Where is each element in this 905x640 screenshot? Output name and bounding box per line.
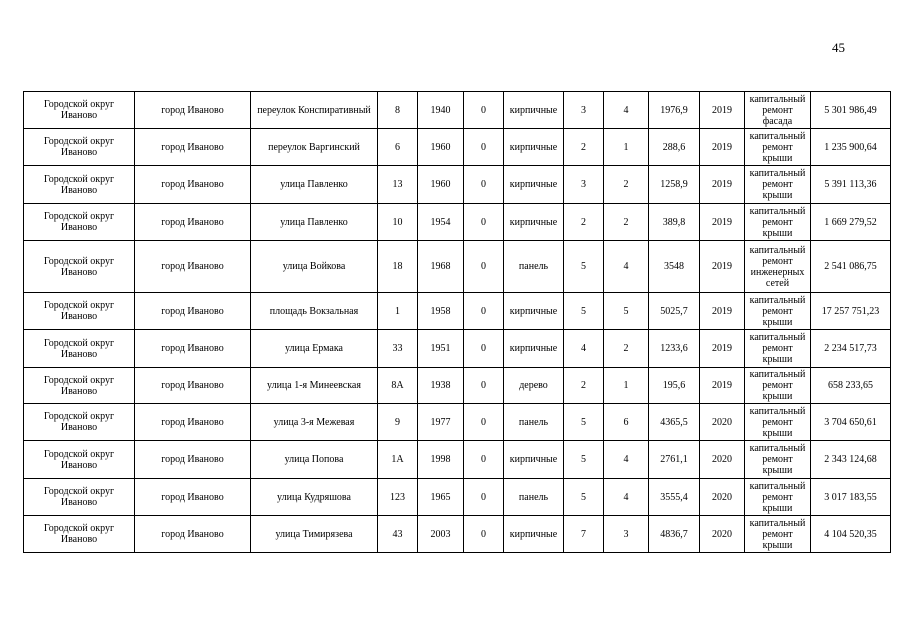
cell-house-number: 8 <box>378 92 418 129</box>
table-row <box>24 293 891 330</box>
cell-wall-material: кирпичные <box>504 204 564 241</box>
cell-floors: 2 <box>564 204 604 241</box>
cell-street: улица 1-я Минеевская <box>251 368 378 404</box>
cell-year-built: 2003 <box>418 516 464 553</box>
cell-street: переулок Конспиративный <box>251 92 378 129</box>
cell-zero-value: 0 <box>464 166 504 204</box>
cell-work-type: капитальный ремонт крыши <box>745 441 811 479</box>
cell-locality: город Иваново <box>135 479 251 516</box>
cell-entrances: 6 <box>604 404 649 441</box>
cell-street: улица Павленко <box>251 166 378 204</box>
cell-work-type: капитальный ремонт крыши <box>745 404 811 441</box>
cell-floors: 4 <box>564 330 604 368</box>
cell-area: 288,6 <box>649 129 700 166</box>
cell-work-type: капитальный ремонт крыши <box>745 293 811 330</box>
cell-entrances: 4 <box>604 92 649 129</box>
cell-zero-value: 0 <box>464 516 504 553</box>
cell-entrances: 1 <box>604 368 649 404</box>
cell-municipality: Городской округ Иваново <box>24 204 135 241</box>
cell-house-number: 18 <box>378 241 418 293</box>
cell-year-built: 1977 <box>418 404 464 441</box>
cell-locality: город Иваново <box>135 516 251 553</box>
cell-locality: город Иваново <box>135 368 251 404</box>
cell-cost: 3 017 183,55 <box>811 479 891 516</box>
cell-locality: город Иваново <box>135 92 251 129</box>
cell-municipality: Городской округ Иваново <box>24 330 135 368</box>
cell-zero-value: 0 <box>464 129 504 166</box>
cell-street: площадь Вокзальная <box>251 293 378 330</box>
cell-floors: 3 <box>564 166 604 204</box>
cell-municipality: Городской округ Иваново <box>24 293 135 330</box>
cell-area: 4836,7 <box>649 516 700 553</box>
cell-municipality: Городской округ Иваново <box>24 92 135 129</box>
cell-entrances: 2 <box>604 330 649 368</box>
cell-year-built: 1958 <box>418 293 464 330</box>
cell-floors: 2 <box>564 129 604 166</box>
cell-locality: город Иваново <box>135 330 251 368</box>
cell-plan-year: 2019 <box>700 92 745 129</box>
cell-municipality: Городской округ Иваново <box>24 404 135 441</box>
cell-wall-material: кирпичные <box>504 166 564 204</box>
cell-municipality: Городской округ Иваново <box>24 241 135 293</box>
cell-street: улица 3-я Межевая <box>251 404 378 441</box>
cell-locality: город Иваново <box>135 204 251 241</box>
cell-municipality: Городской округ Иваново <box>24 368 135 404</box>
cell-wall-material: дерево <box>504 368 564 404</box>
cell-plan-year: 2019 <box>700 129 745 166</box>
cell-street: улица Ермака <box>251 330 378 368</box>
cell-entrances: 2 <box>604 204 649 241</box>
cell-floors: 5 <box>564 241 604 293</box>
table-row <box>24 166 891 204</box>
cell-wall-material: панель <box>504 479 564 516</box>
cell-street: улица Тимирязева <box>251 516 378 553</box>
cell-house-number: 43 <box>378 516 418 553</box>
cell-cost: 2 343 124,68 <box>811 441 891 479</box>
cell-cost: 5 301 986,49 <box>811 92 891 129</box>
cell-area: 5025,7 <box>649 293 700 330</box>
cell-area: 4365,5 <box>649 404 700 441</box>
table-row <box>24 129 891 166</box>
cell-work-type: капитальный ремонт крыши <box>745 479 811 516</box>
cell-plan-year: 2019 <box>700 241 745 293</box>
cell-area: 3548 <box>649 241 700 293</box>
cell-wall-material: панель <box>504 241 564 293</box>
table-row <box>24 368 891 404</box>
cell-entrances: 3 <box>604 516 649 553</box>
cell-municipality: Городской округ Иваново <box>24 479 135 516</box>
cell-cost: 1 669 279,52 <box>811 204 891 241</box>
cell-wall-material: кирпичные <box>504 516 564 553</box>
cell-locality: город Иваново <box>135 441 251 479</box>
cell-house-number: 33 <box>378 330 418 368</box>
cell-locality: город Иваново <box>135 166 251 204</box>
cell-year-built: 1965 <box>418 479 464 516</box>
cell-wall-material: кирпичные <box>504 92 564 129</box>
cell-entrances: 2 <box>604 166 649 204</box>
cell-year-built: 1960 <box>418 129 464 166</box>
cell-floors: 5 <box>564 479 604 516</box>
cell-municipality: Городской округ Иваново <box>24 129 135 166</box>
cell-area: 2761,1 <box>649 441 700 479</box>
cell-zero-value: 0 <box>464 204 504 241</box>
table-row <box>24 204 891 241</box>
cell-plan-year: 2019 <box>700 204 745 241</box>
cell-entrances: 4 <box>604 479 649 516</box>
cell-zero-value: 0 <box>464 368 504 404</box>
cell-street: улица Павленко <box>251 204 378 241</box>
cell-municipality: Городской округ Иваново <box>24 441 135 479</box>
repair-registry-table <box>23 91 891 553</box>
cell-floors: 3 <box>564 92 604 129</box>
cell-year-built: 1940 <box>418 92 464 129</box>
cell-zero-value: 0 <box>464 92 504 129</box>
cell-floors: 7 <box>564 516 604 553</box>
cell-wall-material: панель <box>504 404 564 441</box>
table-row <box>24 441 891 479</box>
cell-year-built: 1968 <box>418 241 464 293</box>
cell-cost: 5 391 113,36 <box>811 166 891 204</box>
cell-work-type: капитальный ремонт крыши <box>745 516 811 553</box>
cell-locality: город Иваново <box>135 404 251 441</box>
cell-house-number: 6 <box>378 129 418 166</box>
cell-plan-year: 2020 <box>700 404 745 441</box>
cell-work-type: капитальный ремонт крыши <box>745 330 811 368</box>
cell-cost: 2 234 517,73 <box>811 330 891 368</box>
cell-work-type: капитальный ремонт крыши <box>745 368 811 404</box>
cell-street: улица Попова <box>251 441 378 479</box>
cell-floors: 5 <box>564 404 604 441</box>
cell-street: улица Войкова <box>251 241 378 293</box>
cell-floors: 5 <box>564 293 604 330</box>
cell-street: улица Кудряшова <box>251 479 378 516</box>
cell-house-number: 8А <box>378 368 418 404</box>
cell-work-type: капитальный ремонт крыши <box>745 166 811 204</box>
cell-year-built: 1951 <box>418 330 464 368</box>
cell-plan-year: 2020 <box>700 516 745 553</box>
cell-house-number: 9 <box>378 404 418 441</box>
cell-year-built: 1998 <box>418 441 464 479</box>
cell-work-type: капитальный ремонт фасада <box>745 92 811 129</box>
cell-house-number: 123 <box>378 479 418 516</box>
cell-work-type: капитальный ремонт инженерных сетей <box>745 241 811 293</box>
cell-street: переулок Варгинский <box>251 129 378 166</box>
cell-area: 195,6 <box>649 368 700 404</box>
cell-year-built: 1938 <box>418 368 464 404</box>
cell-zero-value: 0 <box>464 404 504 441</box>
cell-entrances: 5 <box>604 293 649 330</box>
cell-area: 1976,9 <box>649 92 700 129</box>
cell-wall-material: кирпичные <box>504 330 564 368</box>
cell-area: 1233,6 <box>649 330 700 368</box>
cell-zero-value: 0 <box>464 330 504 368</box>
table-row <box>24 330 891 368</box>
cell-cost: 3 704 650,61 <box>811 404 891 441</box>
cell-year-built: 1960 <box>418 166 464 204</box>
cell-municipality: Городской округ Иваново <box>24 166 135 204</box>
cell-zero-value: 0 <box>464 479 504 516</box>
cell-zero-value: 0 <box>464 241 504 293</box>
cell-cost: 2 541 086,75 <box>811 241 891 293</box>
cell-plan-year: 2019 <box>700 166 745 204</box>
cell-floors: 5 <box>564 441 604 479</box>
cell-cost: 1 235 900,64 <box>811 129 891 166</box>
table-row <box>24 479 891 516</box>
cell-plan-year: 2019 <box>700 330 745 368</box>
cell-zero-value: 0 <box>464 441 504 479</box>
cell-municipality: Городской округ Иваново <box>24 516 135 553</box>
table-body <box>24 92 891 553</box>
cell-wall-material: кирпичные <box>504 129 564 166</box>
table-row <box>24 241 891 293</box>
cell-entrances: 4 <box>604 441 649 479</box>
cell-cost: 658 233,65 <box>811 368 891 404</box>
page-number: 45 <box>832 40 845 55</box>
cell-year-built: 1954 <box>418 204 464 241</box>
cell-house-number: 1А <box>378 441 418 479</box>
cell-area: 3555,4 <box>649 479 700 516</box>
cell-floors: 2 <box>564 368 604 404</box>
cell-area: 389,8 <box>649 204 700 241</box>
cell-work-type: капитальный ремонт крыши <box>745 129 811 166</box>
cell-plan-year: 2019 <box>700 368 745 404</box>
cell-house-number: 13 <box>378 166 418 204</box>
cell-wall-material: кирпичные <box>504 293 564 330</box>
cell-locality: город Иваново <box>135 293 251 330</box>
cell-house-number: 10 <box>378 204 418 241</box>
cell-plan-year: 2020 <box>700 441 745 479</box>
cell-plan-year: 2019 <box>700 293 745 330</box>
cell-cost: 17 257 751,23 <box>811 293 891 330</box>
table-row <box>24 516 891 553</box>
cell-cost: 4 104 520,35 <box>811 516 891 553</box>
cell-entrances: 1 <box>604 129 649 166</box>
cell-wall-material: кирпичные <box>504 441 564 479</box>
cell-locality: город Иваново <box>135 241 251 293</box>
table-row <box>24 404 891 441</box>
cell-house-number: 1 <box>378 293 418 330</box>
cell-entrances: 4 <box>604 241 649 293</box>
cell-area: 1258,9 <box>649 166 700 204</box>
table-row <box>24 92 891 129</box>
cell-plan-year: 2020 <box>700 479 745 516</box>
cell-locality: город Иваново <box>135 129 251 166</box>
cell-zero-value: 0 <box>464 293 504 330</box>
cell-work-type: капитальный ремонт крыши <box>745 204 811 241</box>
